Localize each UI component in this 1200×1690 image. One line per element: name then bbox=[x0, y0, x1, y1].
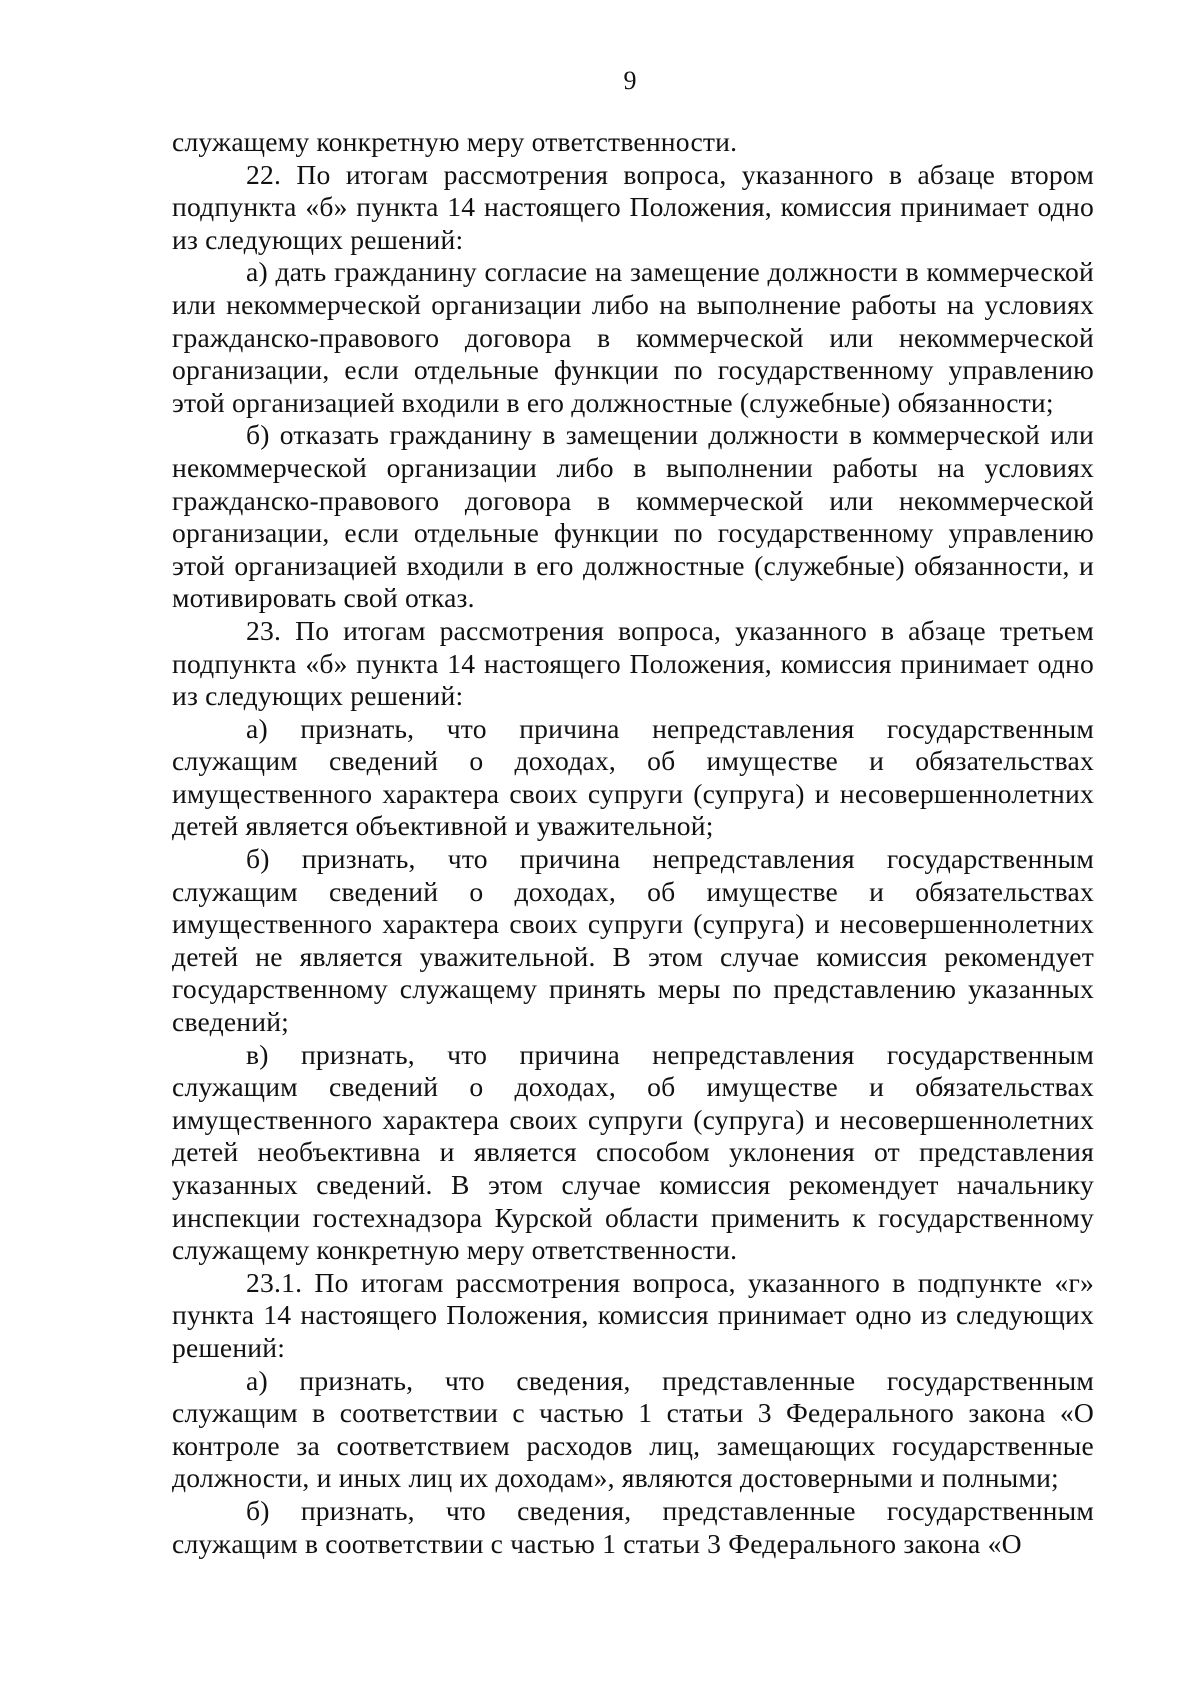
paragraph-23-a: а) признать, что причина непредставления государственным служащим сведений о доходах, об имуществе и обязательствах имущественного характера своих супруги (супруга) и несовершеннолетних детей является объективной и уважительной; bbox=[172, 712, 1094, 842]
document-body bbox=[172, 126, 1094, 1560]
paragraph-continuation: служащему конкретную меру ответственности. bbox=[172, 126, 738, 157]
paragraph-23-b: б) признать, что причина непредставления государственным служащим сведений о доходах, об имуществе и обязательствах имущественного характера своих супруги (супруга) и несовершеннолетних детей не является уважительной. В этом случае комиссия рекомендует государственному служащему принять меры по представлению указанных сведений; bbox=[172, 843, 1094, 1038]
paragraph-23-1-b: б) признать, что сведения, представленные государственным служащим в соответствии с частью 1 статьи 3 Федерального закона «О bbox=[172, 1494, 1094, 1559]
paragraph-23-1-a: а) признать, что сведения, представленные государственным служащим в соответствии с частью 1 статьи 3 Федерального закона «О контроле за соответствием расходов лиц, замещающих государственные должности, и иных лиц их доходам», являются достоверными и полными; bbox=[172, 1364, 1094, 1494]
paragraph-22-b: б) отказать гражданину в замещении должности в коммерческой или некоммерческой организации либо в выполнении работы на условиях гражданско-правового договора в коммерческой или некоммерческой организации, если отдельные функции по государственному управлению этой организацией входили в его должностные (служебные) обязанности, и мотивировать свой отказ. bbox=[172, 419, 1094, 614]
page-number: 9 bbox=[623, 66, 637, 95]
paragraph-22-a: а) дать гражданину согласие на замещение должности в коммерческой или некоммерческой организации либо на выполнение работы на условиях гражданско-правового договора в коммерческой или некоммерческой организации, если отдельные функции по государственному управлению этой организацией входили в его должностные (служебные) обязанности; bbox=[172, 256, 1094, 418]
paragraph-22: 22. По итогам рассмотрения вопроса, указанного в абзаце втором подпункта «б» пункта 14 настоящего Положения, комиссия принимает одно из следующих решений: bbox=[172, 158, 1094, 255]
paragraph-23-v: в) признать, что причина непредставления государственным служащим сведений о доходах, об имуществе и обязательствах имущественного характера своих супруги (супруга) и несовершеннолетних детей необъективна и является способом уклонения от представления указанных сведений. В этом случае комиссия рекомендует начальнику инспекции гостехнадзора Курской области применить к государственному служащему конкретную меру ответственности. bbox=[172, 1038, 1094, 1266]
paragraph-23-1: 23.1. По итогам рассмотрения вопроса, указанного в подпункте «г» пункта 14 настоящего Положения, комиссия принимает одно из следующих решений: bbox=[172, 1266, 1094, 1363]
paragraph-23: 23. По итогам рассмотрения вопроса, указанного в абзаце третьем подпункта «б» пункта 14 настоящего Положения, комиссия принимает одно из следующих решений: bbox=[172, 614, 1094, 712]
